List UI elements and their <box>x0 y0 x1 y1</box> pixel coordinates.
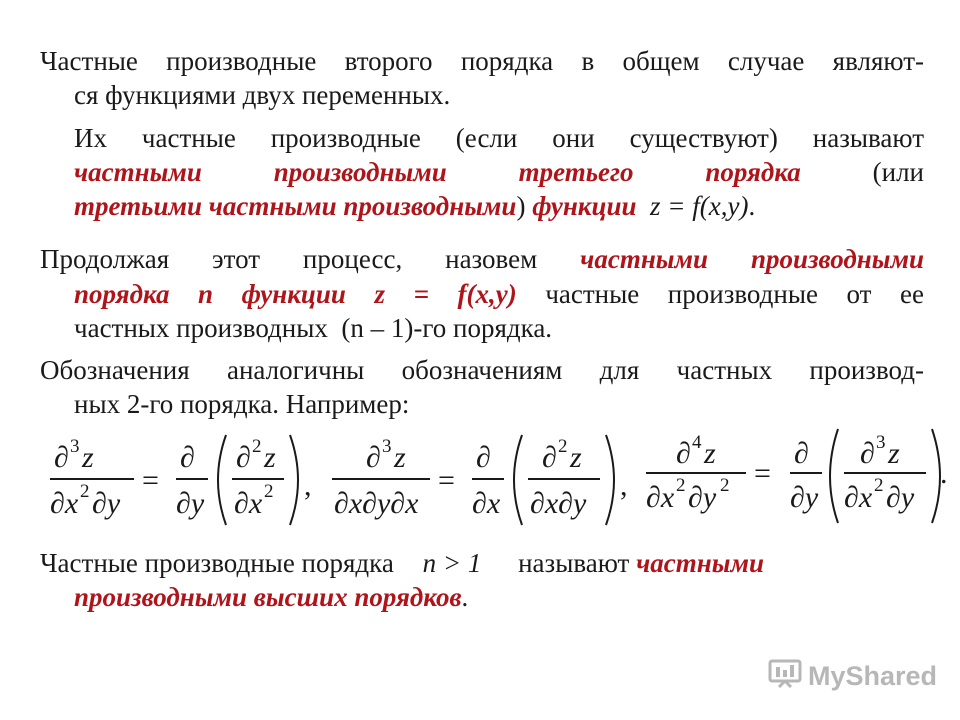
svg-text:∂: ∂ <box>236 441 251 474</box>
formula-1 <box>50 435 312 525</box>
svg-text:2: 2 <box>676 475 686 496</box>
svg-text:.: . <box>940 457 948 490</box>
svg-text:z: z <box>394 441 406 474</box>
svg-text:∂y: ∂y <box>688 481 717 514</box>
svg-text:3: 3 <box>382 436 392 457</box>
svg-text:2: 2 <box>252 436 262 457</box>
svg-text:z: z <box>82 441 94 474</box>
svg-text:∂: ∂ <box>366 441 381 474</box>
svg-text:∂x: ∂x <box>234 487 263 520</box>
svg-text:=: = <box>438 464 455 497</box>
svg-text:∂y: ∂y <box>176 487 205 520</box>
term-higher-orders: производными высших порядков <box>74 582 462 612</box>
svg-text:∂y: ∂y <box>886 481 915 514</box>
logo-text: MyShared <box>808 660 938 691</box>
svg-text:z: z <box>264 441 276 474</box>
p2-line3: третьими частными производными) функции z = f(x,y). <box>74 191 756 221</box>
projector-icon <box>768 658 802 695</box>
svg-text:∂x∂y∂x: ∂x∂y∂x <box>334 487 419 520</box>
p4-line2: ных 2-го порядка. Например: <box>74 389 410 419</box>
svg-text:z: z <box>570 441 582 474</box>
p1-line2: ся функциями двух переменных. <box>74 80 451 110</box>
svg-text:2: 2 <box>264 481 274 502</box>
p4-line1: Обозначения аналогичны обозначениям для частных производ- <box>40 355 924 385</box>
svg-text:∂: ∂ <box>794 437 809 470</box>
p3-line3: частных производных (n – 1)-го порядка. <box>74 313 553 343</box>
svg-text:z: z <box>888 437 900 470</box>
p1-line1: Частные производные второго порядка в общем случае являют- <box>40 46 924 76</box>
svg-text:∂x: ∂x <box>646 481 675 514</box>
function-notation: z = f(x,y) <box>650 191 749 221</box>
formula-row <box>30 425 950 535</box>
svg-text:∂: ∂ <box>180 441 195 474</box>
svg-text:2: 2 <box>720 475 730 496</box>
svg-text:∂: ∂ <box>860 437 875 470</box>
p5-line2: производными высших порядков. <box>74 582 469 612</box>
term-order-n: частными производными <box>580 244 925 274</box>
svg-text:∂x∂y: ∂x∂y <box>530 487 587 520</box>
p2-line1: Их частные производные (если они существуют) называют <box>74 123 924 153</box>
svg-text:,: , <box>304 469 312 502</box>
svg-text:∂x: ∂x <box>472 487 501 520</box>
svg-text:4: 4 <box>692 432 702 453</box>
p3-line1: Продолжая этот процесс, назовем частными производными <box>40 244 925 274</box>
svg-text:∂: ∂ <box>676 437 691 470</box>
svg-text:∂: ∂ <box>476 441 491 474</box>
svg-text:∂x: ∂x <box>844 481 873 514</box>
svg-text:3: 3 <box>70 436 80 457</box>
p5-line1: Частные производные порядка n > 1 называют частными <box>40 548 764 578</box>
svg-text:3: 3 <box>876 432 886 453</box>
svg-text:2: 2 <box>558 436 568 457</box>
svg-text:,: , <box>620 469 628 502</box>
svg-text:=: = <box>754 457 771 490</box>
formula-2 <box>332 435 628 525</box>
term-third-order: частными производными третьего порядка <box>74 157 801 187</box>
formula-3 <box>646 429 948 523</box>
term-third-partial: третьими частными производными <box>74 191 517 221</box>
svg-text:∂: ∂ <box>542 441 557 474</box>
myshared-logo <box>768 658 937 694</box>
svg-text:2: 2 <box>874 475 884 496</box>
svg-text:=: = <box>142 464 159 497</box>
svg-text:∂: ∂ <box>54 441 69 474</box>
svg-text:∂y: ∂y <box>790 481 819 514</box>
svg-text:z: z <box>704 437 716 470</box>
p2-line2: частными производными третьего порядка (или <box>74 157 925 187</box>
p3-line2: порядка n функции z = f(x,y) частные производные от ее <box>74 279 924 309</box>
svg-text:∂y: ∂y <box>92 487 121 520</box>
svg-text:∂x: ∂x <box>50 487 79 520</box>
svg-text:2: 2 <box>80 481 90 502</box>
